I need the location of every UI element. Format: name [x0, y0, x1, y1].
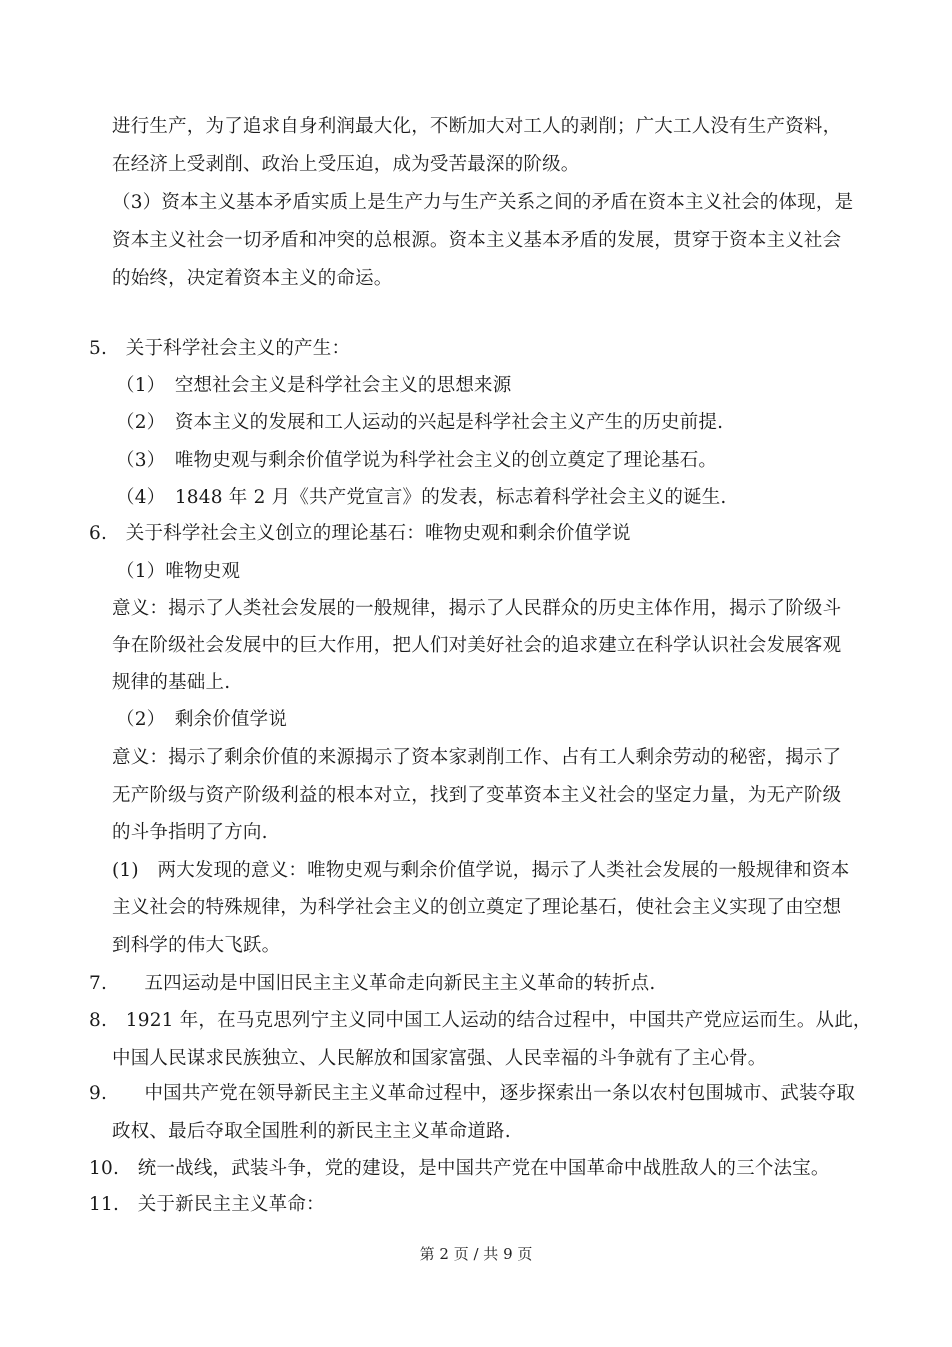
section-heading: 11. 关于新民主主义革命： [89, 1194, 325, 1215]
body-line: 争在阶级社会发展中的巨大作用，把人们对美好社会的追求建立在科学认识社会发展客观 [112, 635, 842, 656]
body-line: 规律的基础上. [112, 672, 231, 693]
page-footer: 第 2 页 / 共 9 页 [419, 1245, 533, 1263]
body-line: 政权、最后夺取全国胜利的新民主主义革命道路. [112, 1121, 511, 1142]
body-line: (1) 两大发现的意义：唯物史观与剩余价值学说，揭示了人类社会发展的一般规律和资本 [112, 860, 850, 881]
section-heading: 7. 五四运动是中国旧民主主义革命走向新民主主义革命的转折点. [89, 973, 656, 994]
body-line: （3）资本主义基本矛盾实质上是生产力与生产关系之间的矛盾在资本主义社会的体现，是 [112, 192, 854, 213]
list-item: （4） 1848 年 2 月《共产党宣言》的发表，标志着科学社会主义的诞生. [116, 487, 727, 508]
section-heading: 9. 中国共产党在领导新民主主义革命过程中，逐步探索出一条以农村包围城市、武装夺取 [89, 1083, 856, 1104]
list-item: （3） 唯物史观与剩余价值学说为科学社会主义的创立奠定了理论基石。 [116, 450, 718, 471]
list-item: （1） 空想社会主义是科学社会主义的思想来源 [116, 375, 512, 396]
body-line: 在经济上受剥削、政治上受压迫，成为受苦最深的阶级。 [112, 154, 580, 175]
body-line: 进行生产，为了追求自身利润最大化，不断加大对工人的剥削；广大工人没有生产资料， [112, 116, 842, 137]
body-line: 无产阶级与资产阶级利益的根本对立，找到了变革资本主义社会的坚定力量，为无产阶级 [112, 785, 842, 806]
subsection-heading: （2） 剩余价值学说 [116, 709, 288, 730]
section-heading: 5. 关于科学社会主义的产生： [89, 338, 351, 359]
body-line: 意义：揭示了剩余价值的来源揭示了资本家剥削工作、占有工人剩余劳动的秘密，揭示了 [112, 747, 842, 768]
body-line: 意义：揭示了人类社会发展的一般规律，揭示了人民群众的历史主体作用，揭示了阶级斗 [112, 598, 842, 619]
body-line: 主义社会的特殊规律，为科学社会主义的创立奠定了理论基石，使社会主义实现了由空想 [112, 897, 842, 918]
body-line: 的始终，决定着资本主义的命运。 [112, 268, 393, 289]
section-heading: 8. 1921 年，在马克思列宁主义同中国工人运动的结合过程中，中国共产党应运而生。从此， [89, 1010, 872, 1031]
list-item: （2） 资本主义的发展和工人运动的兴起是科学社会主义产生的历史前提. [116, 412, 724, 433]
body-line: 中国人民谋求民族独立、人民解放和国家富强、人民幸福的斗争就有了主心骨。 [112, 1048, 767, 1069]
body-line: 到科学的伟大飞跃。 [112, 935, 281, 956]
subsection-heading: （1）唯物史观 [116, 561, 241, 582]
section-heading: 6. 关于科学社会主义创立的理论基石：唯物史观和剩余价值学说 [89, 523, 631, 544]
section-heading: 10. 统一战线，武装斗争，党的建设，是中国共产党在中国革命中战胜敌人的三个法宝。 [89, 1158, 830, 1179]
body-line: 的斗争指明了方向. [112, 822, 268, 843]
body-line: 资本主义社会一切矛盾和冲突的总根源。资本主义基本矛盾的发展，贯穿于资本主义社会 [112, 230, 842, 251]
